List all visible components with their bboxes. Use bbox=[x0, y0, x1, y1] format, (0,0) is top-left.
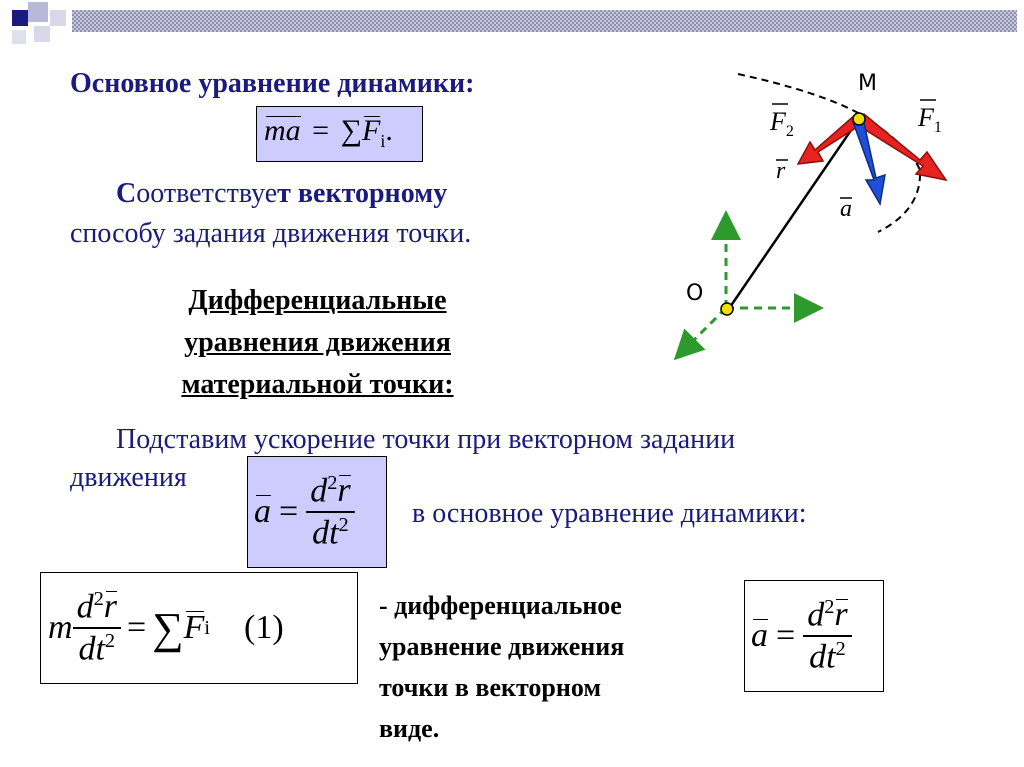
para1-initial: С bbox=[116, 178, 137, 209]
label-F2: $F_2$ bbox=[770, 107, 794, 140]
label-a: a bbox=[840, 196, 852, 222]
top-bar bbox=[72, 10, 1017, 32]
label-M: M bbox=[858, 71, 877, 96]
acceleration-equation: a = $\frac{d^2r}{dt^2}$ bbox=[254, 464, 355, 560]
sum-symbol: ∑ bbox=[340, 114, 362, 147]
vector-form-caption bbox=[379, 585, 624, 749]
diff-fraction: $\frac{d^2r}{dt^2}$ bbox=[73, 589, 121, 667]
deco-square-4 bbox=[34, 26, 50, 42]
trajectory-curve bbox=[738, 74, 920, 232]
diff-sum-symbol: ∑ bbox=[152, 603, 184, 653]
ma-term: ma bbox=[264, 114, 301, 147]
accel-symbol-right: a bbox=[751, 617, 768, 654]
section-title-line2: уравнения движения bbox=[184, 327, 451, 358]
caption-line2: уравнение движения bbox=[379, 632, 625, 661]
section-title bbox=[150, 280, 485, 406]
deco-square-1 bbox=[12, 10, 28, 26]
label-r: r bbox=[776, 158, 786, 184]
page-heading: Основное уравнение динамики: bbox=[70, 68, 475, 99]
diff-force-symbol: F bbox=[183, 609, 205, 646]
para1-t: т bbox=[277, 178, 298, 209]
caption-line1: - дифференциальное bbox=[379, 591, 622, 620]
position-vector bbox=[728, 120, 858, 310]
deco-square-5 bbox=[12, 30, 26, 44]
point-M bbox=[853, 113, 865, 125]
section-title-line1: Дифференциальные bbox=[188, 285, 447, 316]
force-index: i bbox=[380, 131, 386, 151]
mass-symbol: m bbox=[48, 609, 73, 646]
caption-line4: виде. bbox=[379, 714, 440, 743]
vector-method-text-line2: способу задания движения точки. bbox=[70, 218, 472, 249]
deco-square-3 bbox=[50, 10, 66, 26]
accel-fraction-right: $\frac{d^2r}{dt^2}$ bbox=[803, 597, 851, 675]
label-O: O bbox=[686, 281, 704, 306]
diff-force-index: i bbox=[204, 616, 211, 639]
label-F1: $F_1$ bbox=[918, 103, 942, 136]
caption-line3: точки в векторном bbox=[379, 673, 602, 702]
main-equation: ma = $\sum F_i$. bbox=[264, 114, 393, 151]
force-symbol: F bbox=[361, 114, 381, 147]
substitute-text-line1: Подставим ускорение точки при векторном задании bbox=[116, 424, 736, 455]
point-O bbox=[721, 303, 733, 315]
differential-equation: m $\frac{d^2r}{dt^2}$ = ∑ F i (1) bbox=[48, 587, 284, 668]
force-diagram bbox=[660, 60, 990, 370]
acceleration-equation-right: a = $\frac{d^2r}{dt^2}$ bbox=[751, 588, 852, 684]
accel-fraction: $\frac{d^2r}{dt^2}$ bbox=[306, 473, 354, 551]
substitute-text-line2: движения bbox=[70, 462, 187, 493]
equation-number: (1) bbox=[244, 609, 284, 646]
equation-period: . bbox=[385, 114, 393, 147]
substitute-text-tail: в основное уравнение динамики: bbox=[412, 498, 807, 529]
axis-z bbox=[678, 308, 726, 356]
accel-symbol: a bbox=[254, 493, 271, 530]
section-title-line3: материальной точки: bbox=[181, 369, 454, 400]
deco-square-2 bbox=[28, 2, 48, 22]
vector-method-text bbox=[116, 178, 447, 210]
para1-bold: векторному bbox=[297, 178, 448, 209]
para1-part1: оответствуе bbox=[136, 178, 278, 209]
